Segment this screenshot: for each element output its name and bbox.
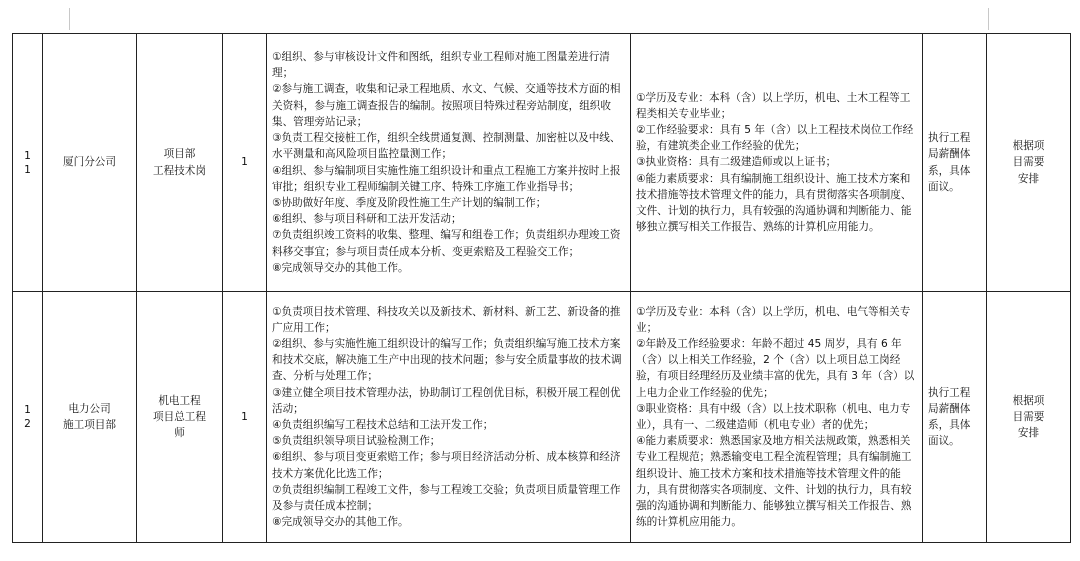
duties-cell: ①组织、参与审核设计文件和图纸，组织专业工程师对施工图量差进行清理； ②参与施工调查，收集和记录工程地质、水文、气候、交通等技术方面的相关资料，参与施工调查报告的编制。按照项目特殊过程旁站制度，组织收集、管理旁站记录； ③负责工程交接桩工作，组织全线贯通复测、控制测量、加密桩以及中线、水平测量和高风险项目监控量测工作； ④组织、参与编制项目实施性施工组织设计和重点工程施工方案并按时上报审批；组织专业工程师编制关键工序、特殊工序施工作业指导书； ⑤协助做好年度、季度及阶段性施工生产计划的编制工作； ⑥组织、参与项目科研和工法开发活动； ⑦负责组织竣工资料的收集、整理、编写和组卷工作；负责组织办理竣工资料移交事宜；参与项目责任成本分析、变更索赔及工程验交工作； ⑧完成领导交办的其他工作。 xyxy=(267,34,631,292)
position-cell: 机电工程 项目总工程 师 xyxy=(137,292,223,543)
position-cell: 项目部 工程技术岗 xyxy=(137,34,223,292)
salary-cell: 执行工程 局薪酬体 系，具体 面议。 xyxy=(923,292,987,543)
serial-number-cell: 1 1 xyxy=(13,34,43,292)
work-location-cell: 根据项 目需要 安排 xyxy=(987,292,1071,543)
duties-cell: ①负责项目技术管理、科技攻关以及新技术、新材料、新工艺、新设备的推广应用工作； ②组织、参与实施性施工组织设计的编写工作；负责组织编写施工技术方案和技术交底，解决施工生产中出现的技术问题；参与安全质量事故的技术调查、分析与处理工作； ③建立健全项目技术管理办法，协助制订工程创优目标，积极开展工程创优活动； ④负责组织编写工程技术总结和工法开发工作； ⑤负责组织领导项目试验检测工作； ⑥组织、参与项目变更索赔工作；参与项目经济活动分析、成本核算和经济技术方案优化比选工作； ⑦负责组织编制工程竣工文件，参与工程竣工交验；负责项目质量管理工作及参与责任成本控制； ⑧完成领导交办的其他工作。 xyxy=(267,292,631,543)
recruitment-table xyxy=(12,33,1071,543)
table-row xyxy=(13,292,1071,543)
unit-cell: 电力公司 施工项目部 xyxy=(43,292,137,543)
work-location-cell: 根据项 目需要 安排 xyxy=(987,34,1071,292)
page-corner-guide-right xyxy=(988,8,989,30)
requirements-cell: ①学历及专业：本科（含）以上学历，机电、土木工程等工程类相关专业毕业； ②工作经验要求：具有 5 年（含）以上工程技术岗位工作经验，有建筑类企业工作经验的优先； ③执业资格：具有二级建造师或以上证书； ④能力素质要求：具有编制施工组织设计、施工技术方案和技术措施等技术管理文件的能力，具有贯彻落实各项制度、文件、计划的执行力，具有较强的沟通协调和判断能力、能够独立撰写相关工作报告、熟练的计算机应用能力。 xyxy=(631,34,923,292)
unit-cell: 厦门分公司 xyxy=(43,34,137,292)
serial-number-cell: 1 2 xyxy=(13,292,43,543)
table-row xyxy=(13,34,1071,292)
requirements-cell: ①学历及专业：本科（含）以上学历，机电、电气等相关专业； ②年龄及工作经验要求：年龄不超过 45 周岁，具有 6 年（含）以上相关工作经验，2 个（含）以上项目总工岗经验，有项目经理经历及业绩丰富的优先，具有 3 年（含）以上电力企业工作经验的优先； ③职业资格：具有中级（含）以上技术职称（机电、电力专业），具有一、二级建造师（机电专业）者的优先； ④能力素质要求：熟悉国家及地方相关法规政策，熟悉相关专业工程规范；熟悉输变电工程全流程管理；具有编制施工组织设计、施工技术方案和技术措施等技术管理文件的能力，具有贯彻落实各项制度、文件、计划的执行力，具有较强的沟通协调和判断能力、能够独立撰写相关工作报告、熟练的计算机应用能力。 xyxy=(631,292,923,543)
headcount-cell: 1 xyxy=(223,292,267,543)
page-corner-guide-left xyxy=(69,8,70,30)
salary-cell: 执行工程 局薪酬体 系，具体 面议。 xyxy=(923,34,987,292)
headcount-cell: 1 xyxy=(223,34,267,292)
